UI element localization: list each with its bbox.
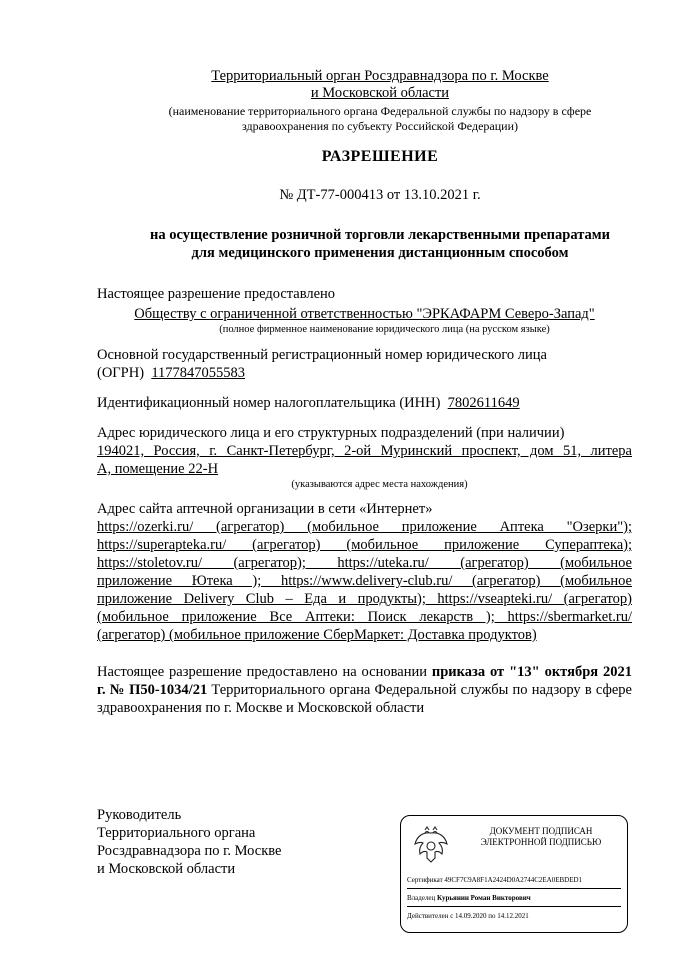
website-line: (агрегатор) (мобильное приложение СберМаркет: Доставка продуктов) [97, 627, 537, 643]
subject-line1: на осуществление розничной торговли лекарственными препаратами [150, 227, 610, 243]
address-label: Адрес юридического лица и его структурных подразделений (при наличии) [97, 425, 565, 441]
authority-note [90, 104, 670, 134]
permit-subject [90, 226, 670, 262]
authority-note-line1: (наименование территориального органа Федеральной службы по надзору в сфере [168, 104, 592, 118]
company-name: Обществу с ограниченной ответственностью "ЭРКАФАРМ Северо-Запад" [134, 306, 595, 322]
stamp-heading-line2: ЭЛЕКТРОННОЙ ПОДПИСЬЮ [480, 837, 602, 847]
basis-section [97, 663, 632, 717]
stamp-heading [457, 826, 625, 848]
authority-note-line2: здравоохранения по субъекту Российской Федерации) [241, 119, 518, 133]
address-section [97, 424, 632, 492]
inn-section [97, 394, 632, 412]
stamp-owner-label: Владелец [407, 894, 436, 902]
coat-of-arms-icon [411, 824, 451, 866]
address-line2: А, помещение 22-Н [97, 461, 219, 477]
permit-number: № ДТ-77-000413 от 13.10.2021 г. [279, 187, 481, 203]
authority-name-line2: и Московской области [310, 85, 450, 101]
stamp-owner [407, 894, 623, 902]
stamp-owner-name: Курьянин Роман Викторович [437, 894, 531, 902]
basis-order: приказа от "13" октября 2021 г. № П50-1034/21 [97, 664, 632, 698]
granted-section [97, 285, 632, 337]
ogrn-section [97, 346, 632, 382]
basis-suffix: Территориального органа Федеральной службы по надзору в сфере здравоохранения по г. Москве и Московской области [97, 682, 632, 716]
inn-value: 7802611649 [447, 395, 520, 411]
issuing-authority [90, 68, 670, 134]
inn-label: Идентификационный номер налогоплательщика (ИНН) [97, 395, 441, 411]
stamp-validity: Действителен с 14.09.2020 по 14.12.2021 [407, 912, 529, 920]
stamp-heading-line1: ДОКУМЕНТ ПОДПИСАН [489, 826, 593, 836]
basis-prefix: Настоящее разрешение предоставлено на основании [97, 664, 432, 680]
website-section [97, 500, 632, 644]
company-name-note: (полное фирменное наименование юридического лица (на русском языке) [219, 324, 550, 335]
ogrn-label-line1: Основной государственный регистрационный номер юридического лица [97, 347, 547, 363]
signatory-line3: Росздравнадзора по г. Москве [97, 843, 282, 859]
signatory-block [97, 806, 317, 878]
website-line: (мобильное приложение Все Аптеки: Поиск лекарств ); https://sbermarket.ru/ [97, 609, 632, 625]
signatory-line2: Территориального органа [97, 825, 256, 841]
website-line: приложение Delivery Club – Еда и продукты); https://vseapteki.ru/ (агрегатор) [97, 591, 632, 607]
address-note: (указываются адрес места нахождения) [291, 479, 468, 490]
document-title: РАЗРЕШЕНИЕ [321, 148, 439, 165]
website-line: https://superapteka.ru/ (агрегатор) (мобильное приложение Супераптека); [97, 537, 632, 553]
website-label: Адрес сайта аптечной организации в сети «Интернет» [97, 501, 433, 517]
address-line1: 194021, Россия, г. Санкт-Петербург, 2-ой Муринский проспект, дом 51, литера [97, 443, 632, 459]
authority-name-line1: Территориальный орган Росздравнадзора по г. Москве [211, 68, 549, 84]
ogrn-value: 1177847055583 [151, 365, 246, 381]
signatory-line4: и Московской области [97, 861, 236, 877]
website-line: приложение Ютека ); https://www.delivery-club.ru/ (агрегатор) (мобильное [97, 573, 632, 589]
stamp-certificate: Сертификат 49CF7C9A8F1A2424D0A2744C2EA0EBDED1 [407, 876, 583, 884]
subject-line2: для медицинского применения дистанционным способом [191, 245, 569, 261]
website-line: https://ozerki.ru/ (агрегатор) (мобильное приложение Аптека "Озерки"); [97, 519, 632, 535]
electronic-signature-stamp [400, 815, 628, 933]
granted-label: Настоящее разрешение предоставлено [97, 286, 336, 302]
ogrn-label-line2: (ОГРН) [97, 365, 145, 381]
website-line: https://stoletov.ru/ (агрегатор); https://uteka.ru/ (агрегатор) (мобильное [97, 555, 632, 571]
signatory-line1: Руководитель [97, 807, 182, 823]
